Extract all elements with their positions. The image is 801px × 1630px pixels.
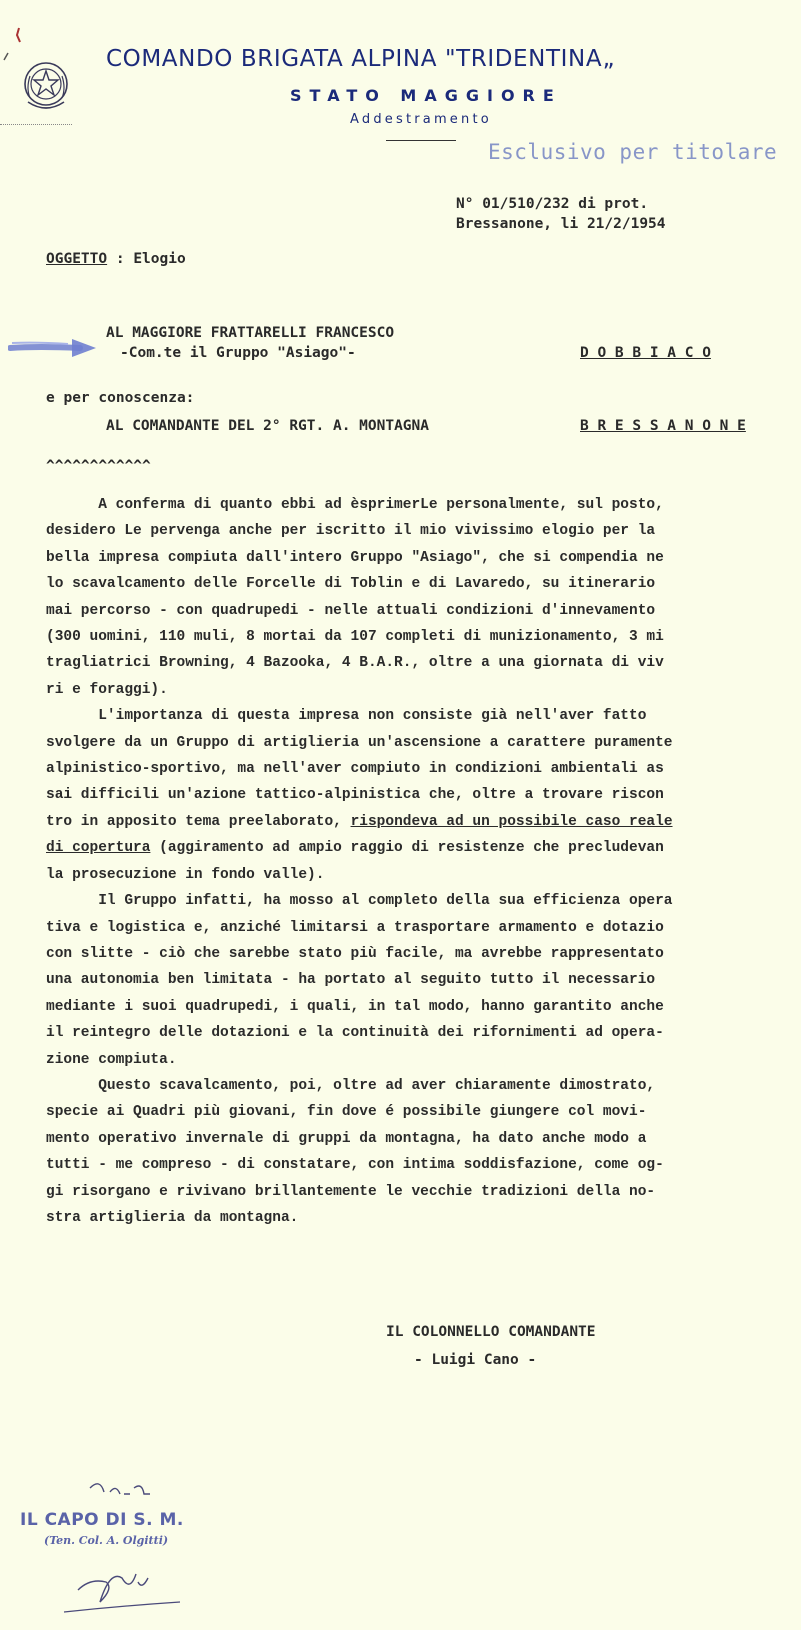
recipient-line-2: -Com.te il Gruppo "Asiago"-	[120, 345, 356, 361]
subject-label: OGGETTO	[46, 251, 108, 267]
protocol-block	[456, 194, 666, 234]
handwritten-initials-icon	[60, 1478, 190, 1618]
body-underlined-phrase-2: di copertura	[46, 840, 151, 857]
body-paragraph-2	[46, 703, 801, 888]
protocol-place-date: Bressanone, li 21/2/1954	[456, 216, 666, 232]
body-paragraph-2-start: L'importanza di questa impresa non consiste già nell'aver fatto svolgere da un Gruppo di artiglieria un'ascensione a carattere puramente alpinistico-sportivo, ma nell'aver compiuto in condizioni ambientali as sai difficili un'azione tattico-alpinistica che, oltre a trovare riscon tro in apposito tema preelaborato,	[46, 708, 673, 830]
body-underlined-phrase-1: rispondeva ad un possibile caso reale	[350, 813, 673, 830]
cc-recipient: AL COMANDANTE DEL 2° RGT. A. MONTAGNA	[106, 418, 430, 434]
stray-mark	[2, 52, 10, 62]
body-paragraph-1: A conferma di quanto ebbi ad èsprimerLe personalmente, sul posto, desidero Le pervenga anche per iscritto il mio vivissimo elogio per la bella impresa compiuta dall'intero Gruppo "Asiago", che si compendia ne lo scavalcamento delle Forcelle di Toblin e di Lavaredo, su itinerario mai percorso - con quadrupedi - nelle attuali condizioni d'innevamento (300 uomini, 110 muli, 8 mortai da 107 completi di munizionamento, 3 mi tragliatrici Browning, 4 Bazooka, 4 B.A.R., oltre a una giornata di viv ri e foraggi).	[46, 497, 664, 698]
letterhead-office: Addestramento	[350, 112, 492, 127]
separator-line: ^^^^^^^^^^^^	[46, 458, 151, 474]
pointer-arrow-icon	[8, 336, 98, 360]
body-paragraph-2-end: (aggiramento ad ampio raggio di resistenze che precludevan la prosecuzione in fondo valle).	[46, 840, 664, 883]
cc-place: B R E S S A N O N E	[580, 418, 746, 434]
letterhead-rule	[386, 140, 456, 141]
protocol-number: N° 01/510/232 di prot.	[456, 196, 649, 212]
confidential-stamp: Esclusivo per titolare	[488, 140, 778, 164]
body-paragraph-4: Questo scavalcamento, poi, oltre ad aver chiaramente dimostrato, specie ai Quadri più giovani, fin dove é possibile giungere col movi- mento operativo invernale di gruppi da montagna, ha dato anche modo a tutti - me compreso - di constatare, con intima soddisfazione, come og- gi risorgano e rivivano brillantemente le vecchie tradizioni della no- stra artiglieria da montagna.	[46, 1077, 664, 1226]
letterhead-title: COMANDO BRIGATA ALPINA "TRIDENTINA„	[106, 46, 616, 72]
signature-title: IL COLONNELLO COMANDANTE	[386, 1324, 596, 1340]
stray-mark	[14, 26, 24, 44]
letter-body	[46, 492, 801, 1231]
republic-emblem-icon	[20, 58, 72, 118]
cc-label: e per conoscenza:	[46, 390, 195, 406]
subject-separator: :	[107, 251, 134, 267]
subject-value: Elogio	[133, 251, 186, 267]
signature-name: - Luigi Cano -	[414, 1352, 537, 1368]
recipient-line-1: AL MAGGIORE FRATTARELLI FRANCESCO	[106, 325, 395, 341]
chief-of-staff-stamp: IL CAPO DI S. M.	[20, 1510, 184, 1530]
subject-line	[46, 251, 186, 267]
emblem-divider	[0, 124, 72, 125]
recipient-place: D O B B I A C O	[580, 345, 711, 361]
chief-of-staff-name: (Ten. Col. A. Olgitti)	[44, 1534, 169, 1547]
letterhead-subtitle: STATO MAGGIORE	[290, 86, 562, 105]
body-paragraph-3: Il Gruppo infatti, ha mosso al completo della sua efficienza opera tiva e logistica e, anziché limitarsi a trasportare armamento e dotazio con slitte - ciò che sarebbe stato più facile, ma avrebbe rappresentato una autonomia ben limitata - ha portato al seguito tutto il necessario mediante i suoi quadrupedi, i quali, in tal modo, hanno garantito anche il reintegro delle dotazioni e la continuità dei rifornimenti ad opera- zione compiuta.	[46, 893, 673, 1068]
